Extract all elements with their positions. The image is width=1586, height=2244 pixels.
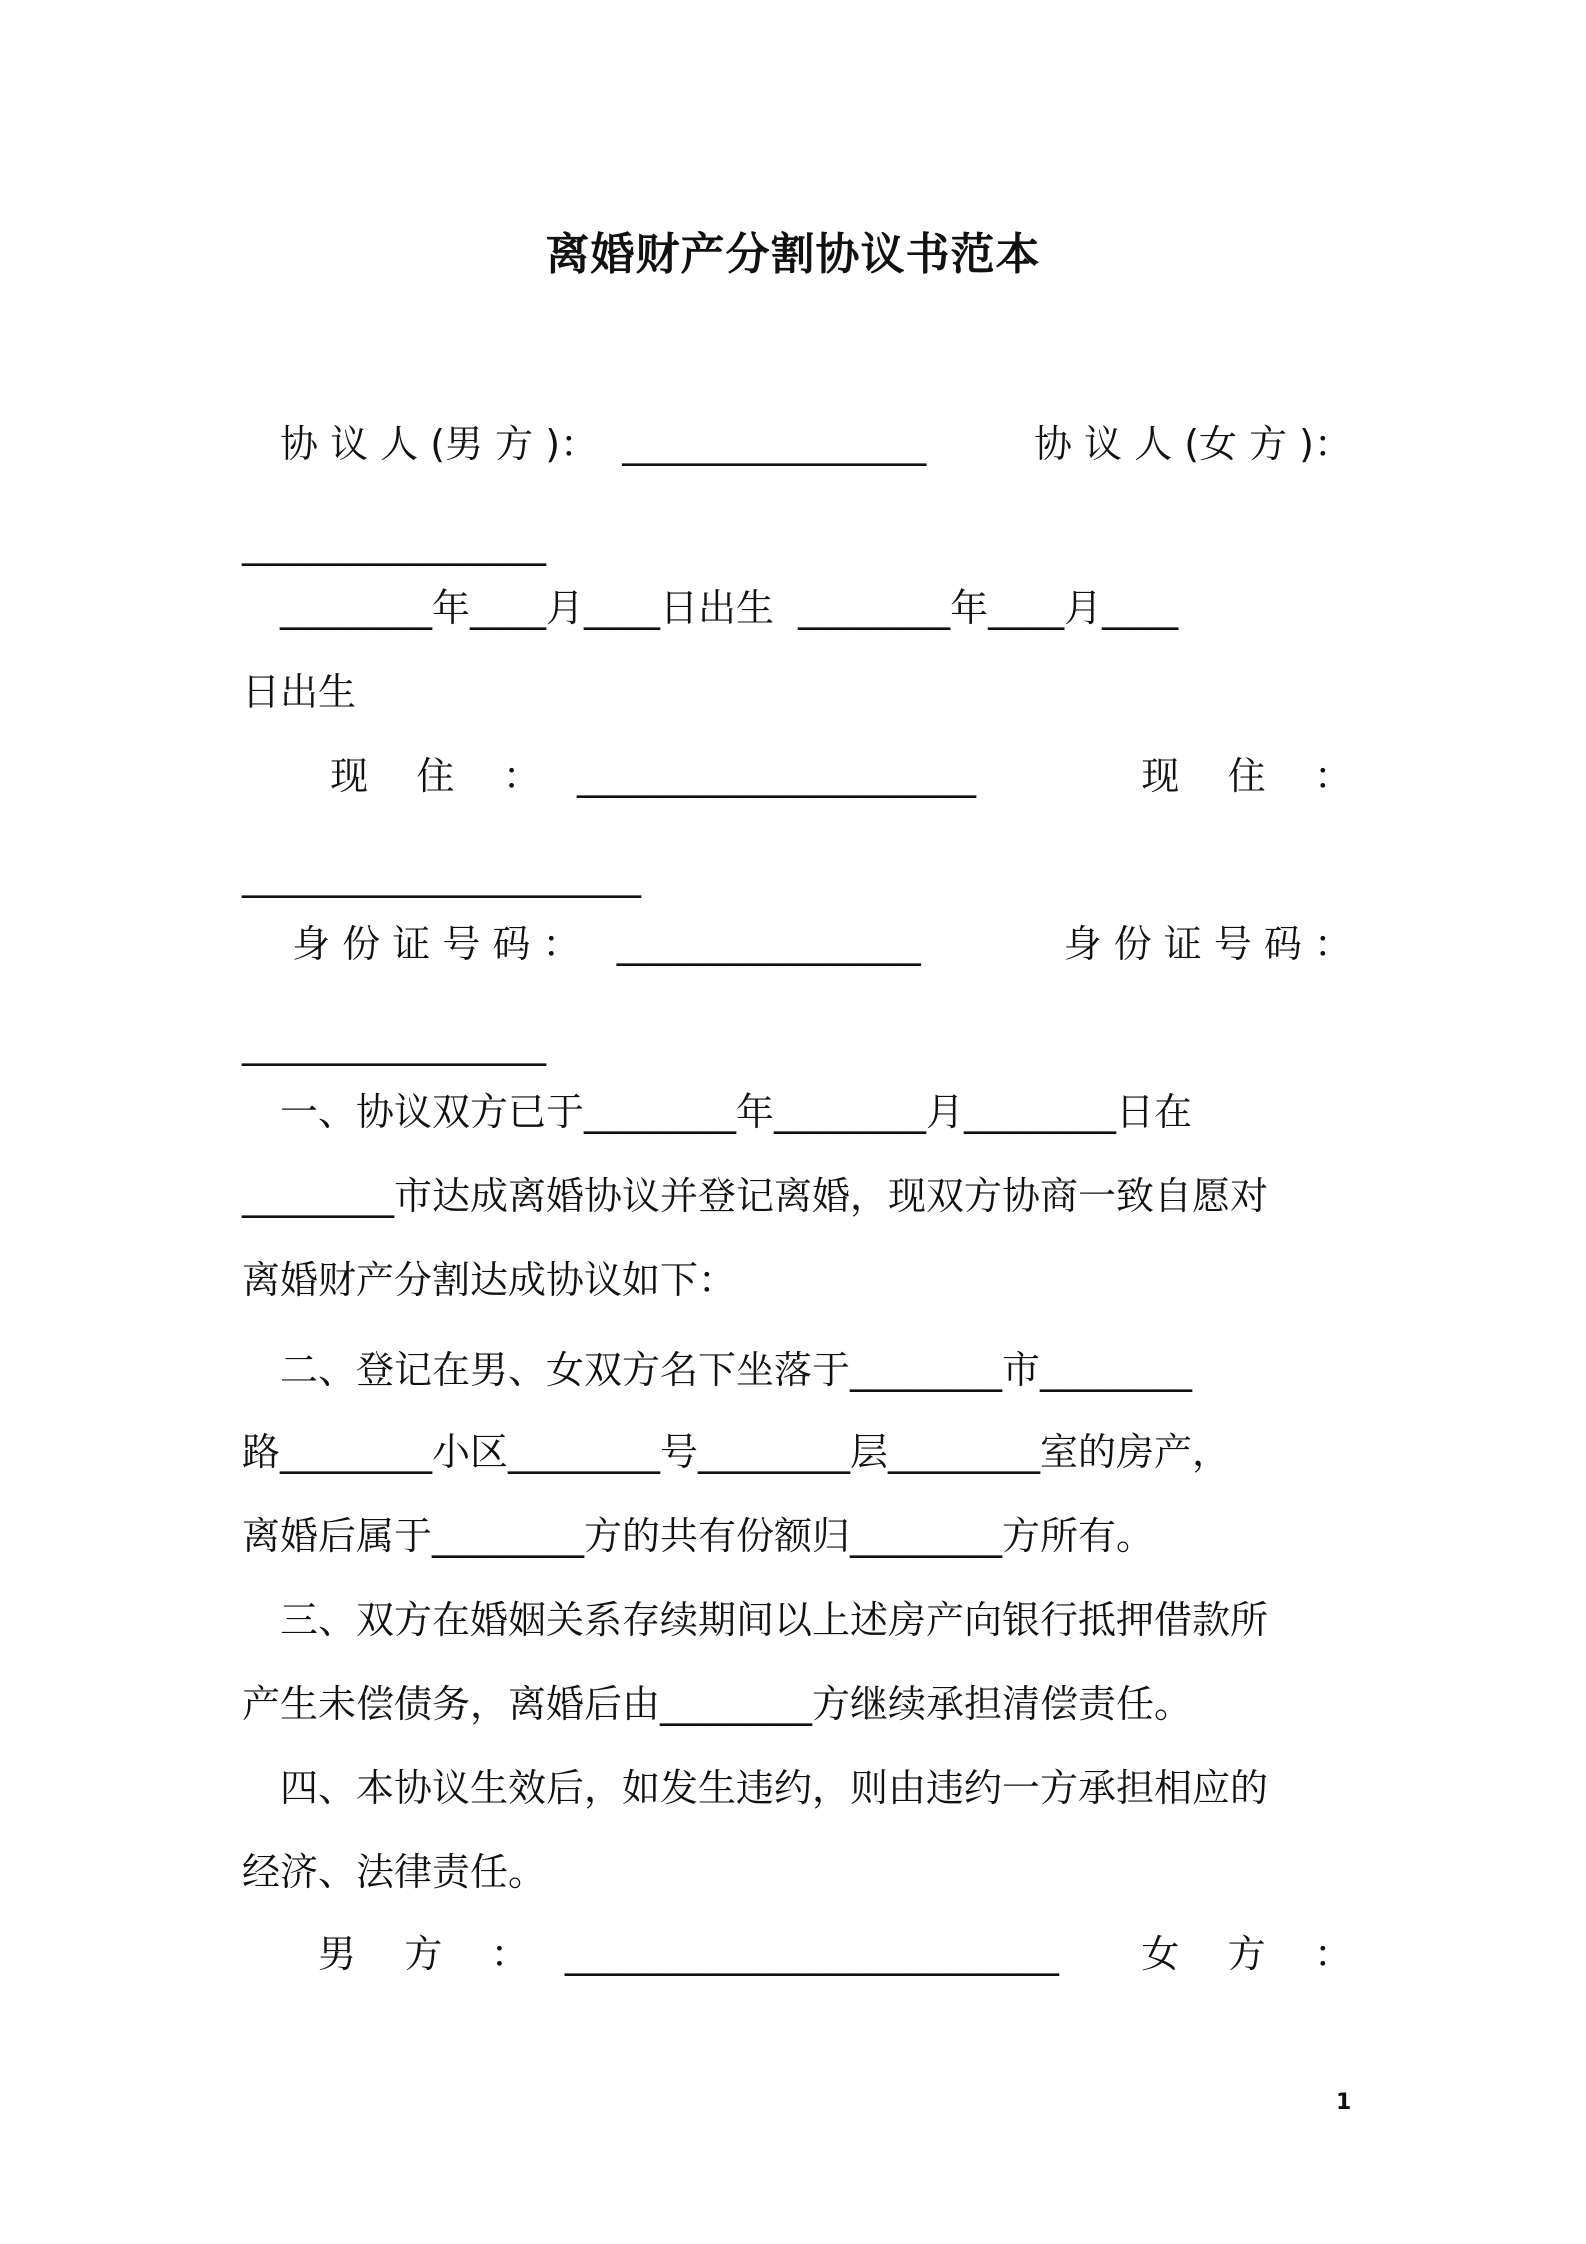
male-signature-field: 男 方 ： __________________________ — [242, 1932, 1059, 1976]
female-id-number-label: 身 份 证 号 码 ： — [1063, 922, 1352, 966]
clause-3-line-2: 产生未偿债务，离婚后由________方继续承担清偿责任。 — [242, 1682, 1193, 1726]
male-id-number-field: 身 份 证 号 码 ： ________________ — [242, 922, 921, 966]
party-name-line — [242, 420, 1352, 468]
clause-1-line-2: ________市达成离婚协议并登记离婚，现双方协商一致自愿对 — [242, 1174, 1269, 1218]
female-party-name-label: 协 议 人 (女 方 )： — [1033, 422, 1352, 466]
clause-2-line-2: 路________小区________号________层________室的房产， — [242, 1430, 1231, 1474]
female-party-name-blank: ________________ — [242, 522, 546, 566]
male-party-name-field: 协 议 人 (男 方 )： ________________ — [242, 422, 927, 466]
signature-line — [242, 1930, 1352, 1978]
female-id-number-blank: ________________ — [242, 1022, 546, 1066]
clause-1-line-1: 一、协议双方已于________年________月________日在 — [242, 1090, 1193, 1134]
clause-2-line-3: 离婚后属于________方的共有份额归________方所有。 — [242, 1514, 1155, 1558]
clause-1-line-3: 离婚财产分割达成协议如下： — [242, 1258, 737, 1302]
female-address-label: 现 住 ： — [1141, 754, 1352, 798]
birth-date-line: ________年____月____日出生 ________年____月____ — [242, 586, 1179, 630]
female-signature-label: 女 方 ： — [1141, 1932, 1352, 1976]
address-line — [242, 752, 1352, 800]
birth-date-line-continued: 日出生 — [242, 670, 357, 714]
clause-3-line-1: 三、双方在婚姻关系存续期间以上述房产向银行抵押借款所 — [242, 1598, 1269, 1642]
female-address-blank: _____________________ — [242, 854, 641, 898]
page-number: 1 — [1336, 2090, 1352, 2115]
id-number-line — [242, 920, 1352, 968]
clause-4-line-2: 经济、法律责任。 — [242, 1850, 547, 1894]
male-address-field: 现 住 ： _____________________ — [242, 754, 976, 798]
clause-4-line-1: 四、本协议生效后，如发生违约，则由违约一方承担相应的 — [242, 1766, 1269, 1810]
clause-2-line-1: 二、登记在男、女双方名下坐落于________市________ — [242, 1348, 1193, 1392]
document-title: 离婚财产分割协议书范本 — [545, 229, 1041, 280]
